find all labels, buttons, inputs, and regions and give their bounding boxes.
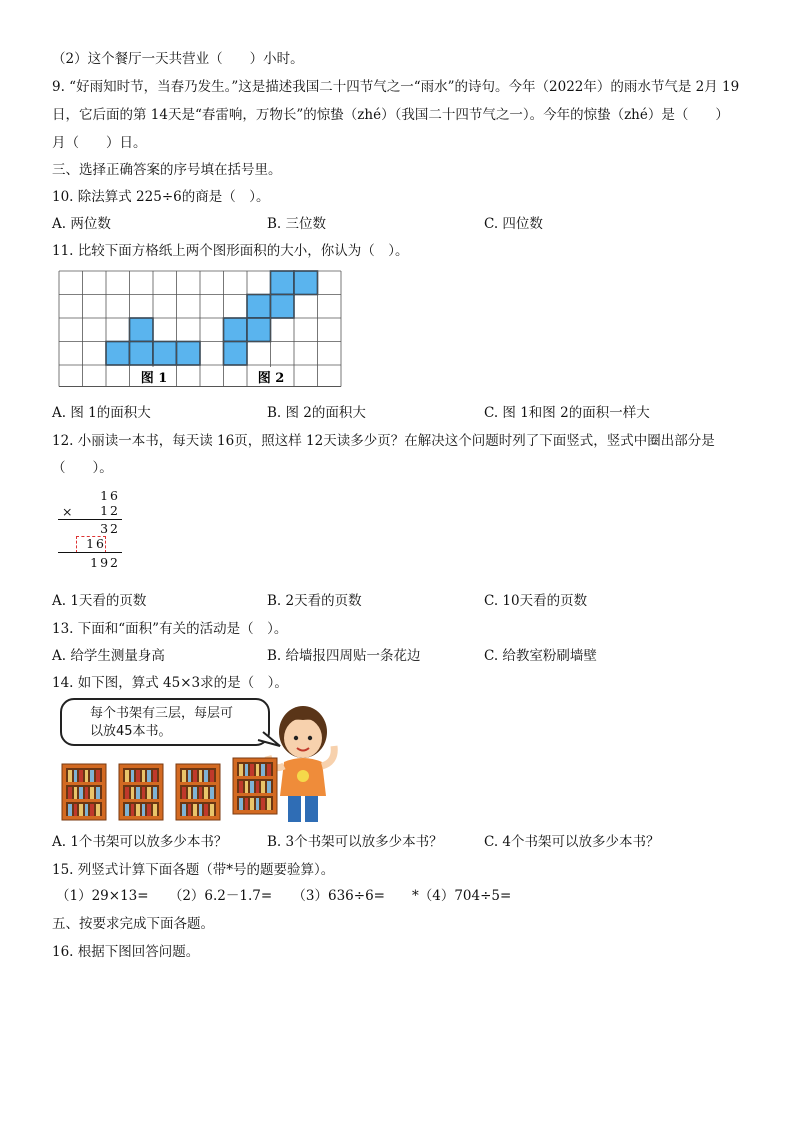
question-16: 16. 根据下图回答问题。 bbox=[52, 944, 200, 960]
figure-2-cell bbox=[224, 318, 248, 342]
bookshelf-icon bbox=[233, 758, 277, 814]
q10-option-b: B. 三位数 bbox=[267, 216, 327, 232]
q12-option-c: C. 10天看的页数 bbox=[484, 593, 588, 609]
question-15-items: （1）29×13= （2）6.2－1.7= （3）636÷6= *（4）704÷5= bbox=[56, 888, 512, 904]
area-grid-figure bbox=[58, 270, 348, 390]
question-9-line-2: 日，它后面的第 14天是“春雷响，万物长”的惊蛰（zhé）（我国二十四节气之一）。今年的惊蛰（zhé）是（ ） bbox=[52, 107, 729, 123]
bookshelf-icon bbox=[62, 764, 106, 820]
figure-2-cell bbox=[271, 295, 295, 319]
q11-option-c: C. 图 1和图 2的面积一样大 bbox=[484, 405, 650, 421]
bubble-tail bbox=[258, 732, 280, 746]
figure-2-label: 图 2 bbox=[257, 371, 285, 386]
figure-1-cell bbox=[130, 318, 154, 342]
calc-rule-1 bbox=[58, 519, 122, 520]
section-5-heading: 五、按要求完成下面各题。 bbox=[52, 916, 214, 932]
question-9-line-1: 9. “好雨知时节，当春乃发生。”这是描述我国二十四节气之一“雨水”的诗句。今年（2022年）的雨水节气是 2月 19 bbox=[52, 79, 740, 95]
q12-option-a: A. 1天看的页数 bbox=[52, 593, 147, 609]
q13-option-b: B. 给墙报四周贴一条花边 bbox=[267, 648, 421, 664]
q10-option-c: C. 四位数 bbox=[484, 216, 543, 232]
question-13: 13. 下面和“面积”有关的活动是（ ）。 bbox=[52, 621, 288, 637]
q13-option-a: A. 给学生测量身高 bbox=[52, 648, 165, 664]
figure-1-label: 图 1 bbox=[140, 371, 168, 386]
q14-option-c: C. 4个书架可以放多少本书？ bbox=[484, 834, 660, 850]
scene-graphics bbox=[58, 696, 348, 826]
q11-option-b: B. 图 2的面积大 bbox=[267, 405, 366, 421]
bookshelf-icon bbox=[119, 764, 163, 820]
question-8-part-2: （2）这个餐厅一天共营业（ ）小时。 bbox=[52, 51, 304, 67]
partial-product-1: 32 bbox=[100, 521, 120, 536]
figure-1-cell bbox=[177, 342, 201, 366]
figure-2-cell bbox=[247, 318, 271, 342]
partial-product-2: 16 bbox=[86, 536, 106, 551]
section-3-heading: 三、选择正确答案的序号填在括号里。 bbox=[52, 162, 282, 178]
multiplier: 12 bbox=[100, 503, 120, 518]
q10-option-a: A. 两位数 bbox=[52, 216, 111, 232]
question-14: 14. 如下图，算式 45×3求的是（ ）。 bbox=[52, 675, 288, 691]
bubble-line-1: 每个书架有三层，每层可 bbox=[90, 706, 234, 721]
boy-icon bbox=[268, 706, 334, 822]
question-11: 11. 比较下面方格纸上两个图形面积的大小，你认为（ ）。 bbox=[52, 243, 409, 259]
figure-2-cell bbox=[271, 271, 295, 295]
bookshelf-icon bbox=[176, 764, 220, 820]
multiplicand: 16 bbox=[100, 488, 120, 503]
figure-1-cell bbox=[106, 342, 130, 366]
q11-option-a: A. 图 1的面积大 bbox=[52, 405, 151, 421]
figure-2-cell bbox=[294, 271, 318, 295]
q14-option-b: B. 3个书架可以放多少本书？ bbox=[267, 834, 443, 850]
bubble-line-2: 以放45本书。 bbox=[90, 724, 172, 739]
product-result: 192 bbox=[90, 555, 120, 570]
figure-2-cell bbox=[247, 295, 271, 319]
figure-1-cell bbox=[153, 342, 177, 366]
q14-option-a: A. 1个书架可以放多少本书？ bbox=[52, 834, 228, 850]
q12-option-b: B. 2天看的页数 bbox=[267, 593, 362, 609]
bookshelf-illustration bbox=[58, 696, 348, 826]
figure-1-cell bbox=[130, 342, 154, 366]
question-9-line-3: 月（ ）日。 bbox=[52, 135, 147, 151]
q13-option-c: C. 给教室粉刷墙壁 bbox=[484, 648, 597, 664]
question-12-line-2: （ ）。 bbox=[52, 460, 113, 476]
question-12-line-1: 12. 小丽读一本书，每天读 16页，照这样 12天读多少页？在解决这个问题时列了下面竖式，竖式中圈出部分是 bbox=[52, 433, 715, 449]
times-sign: × bbox=[62, 504, 73, 519]
calc-rule-2 bbox=[58, 552, 122, 553]
question-15: 15. 列竖式计算下面各题（带*号的题要验算）。 bbox=[52, 862, 335, 878]
figure-2-cell bbox=[224, 342, 248, 366]
question-10: 10. 除法算式 225÷6的商是（ ）。 bbox=[52, 189, 270, 205]
